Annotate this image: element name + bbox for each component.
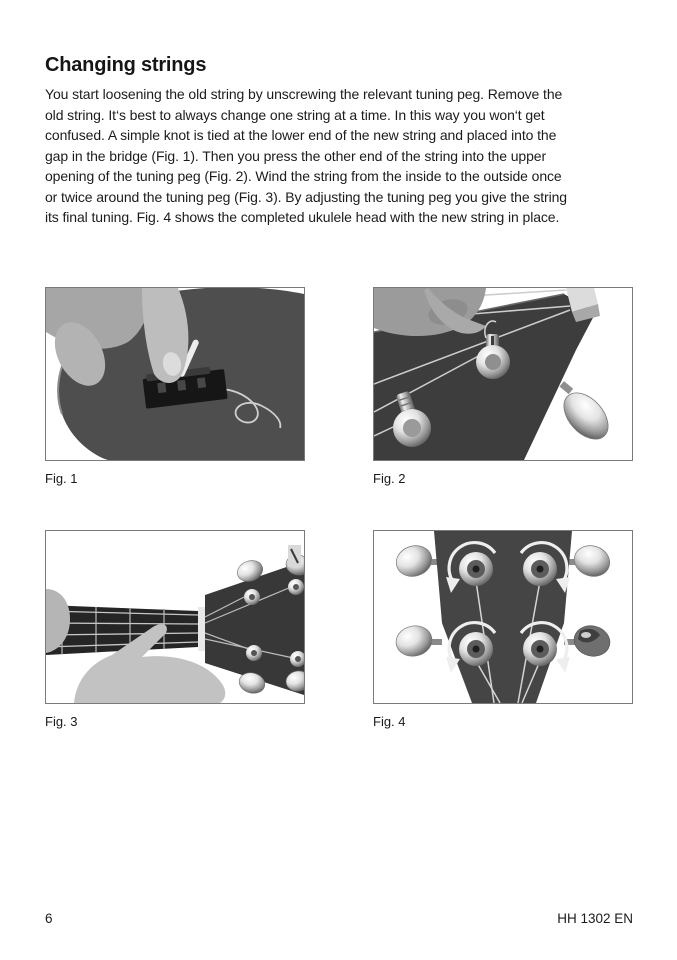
nut [198,607,205,651]
figure-4-caption: Fig. 4 [373,714,406,729]
figure-3-photo-winding-string [45,530,305,704]
page-number: 6 [45,911,53,926]
figure-3-caption: Fig. 3 [45,714,78,729]
page-title: Changing strings [45,54,207,77]
document-code: HH 1302 EN [557,911,633,926]
paragraph-line: opening of the tuning peg (Fig. 2). Wind the string from the inside to the outside once [45,168,562,184]
figure-1 [45,287,305,486]
string-holder [288,545,301,567]
figure-1-caption: Fig. 1 [45,471,78,486]
intro-paragraph [45,84,645,228]
paragraph-line: You start loosening the old string by unscrewing the relevant tuning peg. Remove the [45,86,563,102]
figure-1-photo-bridge-knot [45,287,305,461]
paragraph-line: gap in the bridge (Fig. 1). Then you press the other end of the string into the upper [45,147,547,164]
figure-4 [373,530,633,729]
figure-2 [373,287,633,486]
paragraph-line: or twice around the tuning peg (Fig. 3). By adjusting the tuning peg you give the string [45,188,567,205]
figure-4-photo-completed-head [373,530,633,704]
paragraph-line: its final tuning. Fig. 4 shows the completed ukulele head with the new string in place. [45,209,560,225]
figure-3 [45,530,305,729]
paragraph-line: confused. A simple knot is tied at the lower end of the new string and placed into the [45,127,557,143]
figure-2-photo-peg-opening [373,287,633,461]
hand [374,288,486,336]
paragraph-line: old string. It‘s best to always change one string at a time. In this way you won‘t get [45,106,545,123]
figure-2-caption: Fig. 2 [373,471,406,486]
